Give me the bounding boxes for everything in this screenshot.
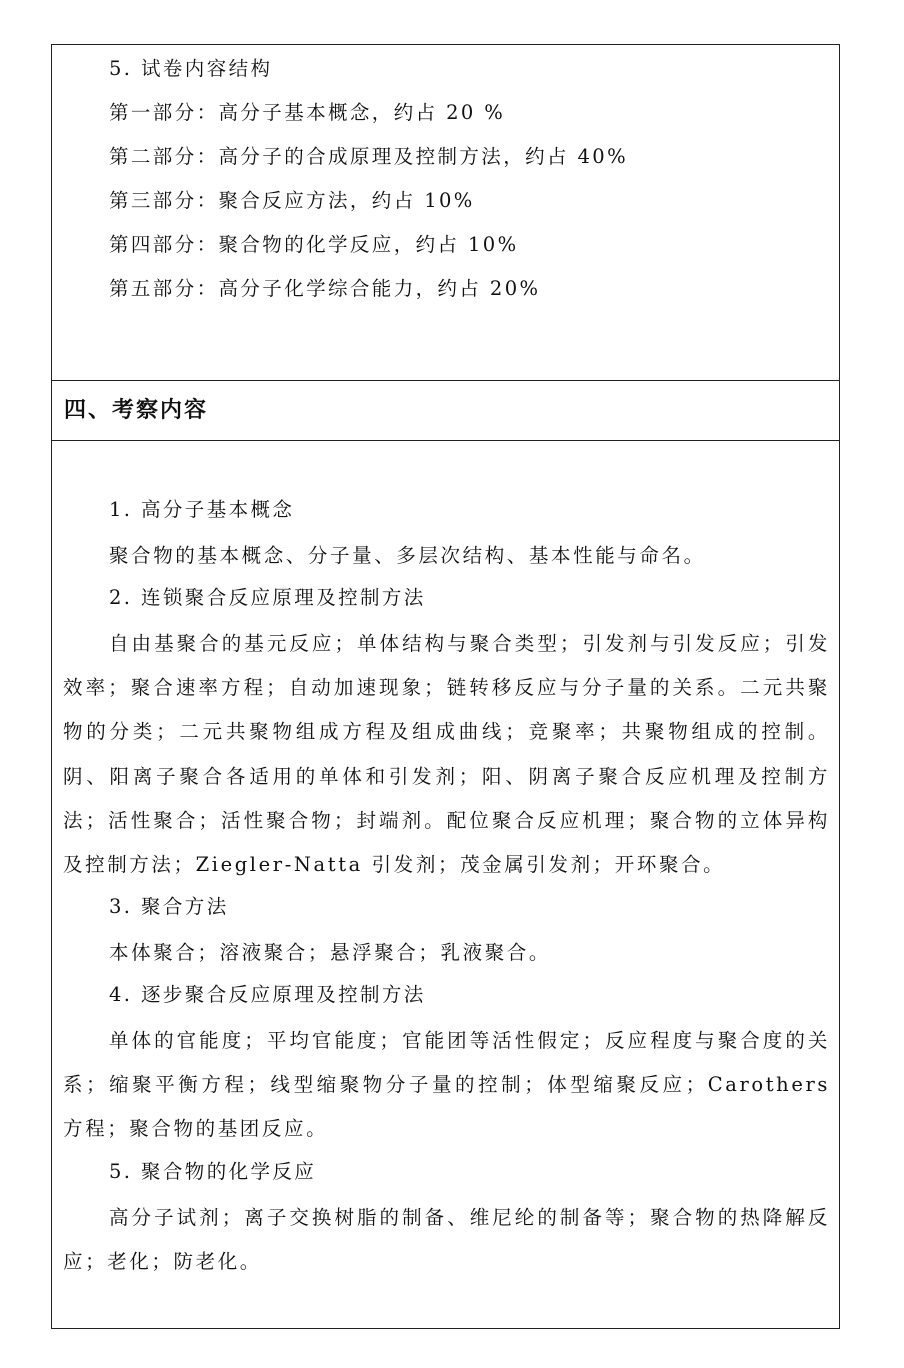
content-table <box>51 44 840 1329</box>
structure-part-3: 第三部分：聚合反应方法，约占 10% <box>109 189 475 212</box>
structure-title: 5. 试卷内容结构 <box>109 57 273 80</box>
content-text-5: 高分子试剂；离子交换树脂的制备、维尼纶的制备等；聚合物的热降解反应；老化；防老化。 <box>63 1206 830 1274</box>
content-title-3: 3. 聚合方法 <box>109 895 229 918</box>
structure-part-4: 第四部分：聚合物的化学反应，约占 10% <box>109 233 519 256</box>
content-title-5: 5. 聚合物的化学反应 <box>109 1160 317 1183</box>
content-text-2: 自由基聚合的基元反应；单体结构与聚合类型；引发剂与引发反应；引发效率；聚合速率方程；自动加速现象；链转移反应与分子量的关系。二元共聚物的分类；二元共聚物组成方程及组成曲线；竞聚率；共聚物组成的控制。阴、阳离子聚合各适用的单体和引发剂；阳、阴离子聚合反应机理及控制方法；活性聚合；活性聚合物；封端剂。配位聚合反应机理；聚合物的立体异构及控制方法；Ziegler-Natta 引发剂；茂金属引发剂；开环聚合。 <box>63 632 830 877</box>
structure-part-2: 第二部分：高分子的合成原理及控制方法，约占 40% <box>109 145 629 168</box>
content-title-4: 4. 逐步聚合反应原理及控制方法 <box>109 983 426 1006</box>
content-title-2: 2. 连锁聚合反应原理及控制方法 <box>109 586 426 609</box>
content-text-3: 本体聚合；溶液聚合；悬浮聚合；乳液聚合。 <box>109 941 552 964</box>
structure-part-5: 第五部分：高分子化学综合能力，约占 20% <box>109 277 541 300</box>
content-text-1: 聚合物的基本概念、分子量、多层次结构、基本性能与命名。 <box>109 544 706 567</box>
exam-structure-cell <box>52 45 839 381</box>
content-text-4: 单体的官能度；平均官能度；官能团等活性假定；反应程度与聚合度的关系；缩聚平衡方程；线型缩聚物分子量的控制；体型缩聚反应；Carothers 方程；聚合物的基团反应。 <box>63 1029 830 1141</box>
section-heading-cell <box>52 380 839 441</box>
content-title-1: 1. 高分子基本概念 <box>109 498 295 521</box>
section-heading: 四、考察内容 <box>64 397 209 423</box>
structure-part-1: 第一部分：高分子基本概念，约占 20 % <box>109 101 506 124</box>
